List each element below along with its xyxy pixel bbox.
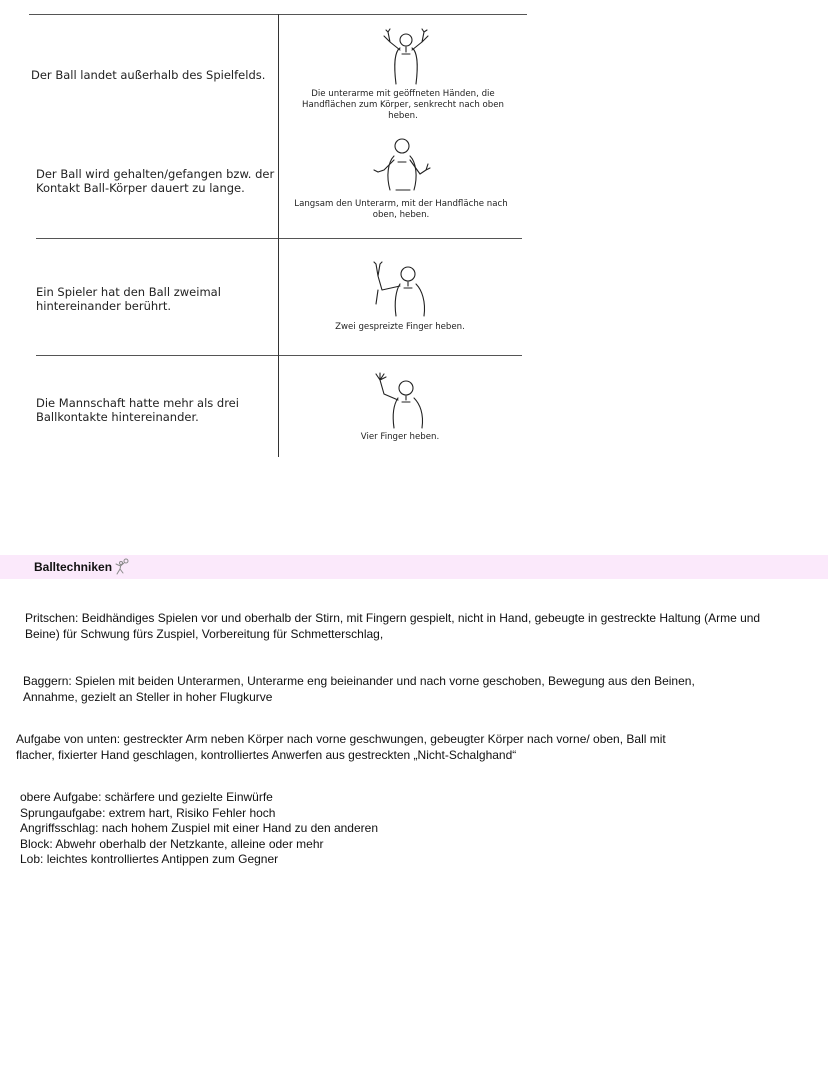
- fault-text: Der Ball wird gehalten/gefangen bzw. der Kontakt Ball-Körper dauert zu lange.: [36, 167, 275, 195]
- section-title: Balltechniken: [34, 560, 113, 574]
- fault-text: Die Mannschaft hatte mehr als drei Ballkontakte hintereinander.: [36, 396, 239, 424]
- baggern-paragraph: Baggern: Spielen mit beiden Unterarmen, Unterarme eng beieinander und nach vorne geschoben, Bewegung aus den Beinen, Annahme, gezielt an Steller in hoher Flugkurve: [23, 674, 695, 704]
- referee-two-fingers-figure: [368, 260, 434, 318]
- pritschen-paragraph: Pritschen: Beidhändiges Spielen vor und oberhalb der Stirn, mit Fingern gespielt, nicht in Hand, gebeugte in gestreckte Haltung (Arme und Beine) für Schwung fürs Zuspiel, Vorbereitung für Schmetterschlag,: [25, 611, 761, 641]
- referee-four-fingers-figure: [372, 372, 432, 430]
- list-item: Block: Abwehr oberhalb der Netzkante, alleine oder mehr: [20, 836, 324, 851]
- list-item: Lob: leichtes kontrolliertes Antippen zum Gegner: [20, 852, 279, 866]
- technique-list: [20, 790, 520, 868]
- list-item: Angriffsschlag: nach hohem Zuspiel mit einer Hand zu den anderen: [20, 821, 378, 835]
- fault-text: Der Ball landet außerhalb des Spielfelds.: [31, 68, 266, 82]
- signal-caption: Langsam den Unterarm, mit der Handfläche nach oben, heben.: [294, 199, 508, 220]
- column-divider: [278, 14, 279, 457]
- aufgabe-unten-paragraph: Aufgabe von unten: gestreckter Arm neben Körper nach vorne geschwungen, gebeugter Körper nach vorne/ oben, Ball mit flacher, fixierter Hand geschlagen, kontrolliertes Anwerfen aus gestreckten „Nicht-Schalghand“: [16, 732, 666, 762]
- fault-text: Ein Spieler hat den Ball zweimal hintereinander berührt.: [36, 285, 221, 313]
- signal-caption: Vier Finger heben.: [360, 432, 440, 442]
- row-divider: [36, 355, 522, 356]
- signal-caption: Die unterarme mit geöffneten Händen, die Handflächen zum Körper, senkrecht nach oben heben.: [302, 89, 504, 121]
- row-divider: [36, 238, 522, 239]
- list-item: obere Aufgabe: schärfere und gezielte Einwürfe: [20, 790, 273, 804]
- volleyball-player-icon: [112, 558, 130, 580]
- list-item: Sprungaufgabe: extrem hart, Risiko Fehler hoch: [20, 805, 276, 820]
- referee-both-palms-up-figure: [380, 28, 432, 88]
- referee-slow-forearm-figure: [372, 136, 434, 194]
- signal-caption: Zwei gespreizte Finger heben.: [335, 322, 465, 332]
